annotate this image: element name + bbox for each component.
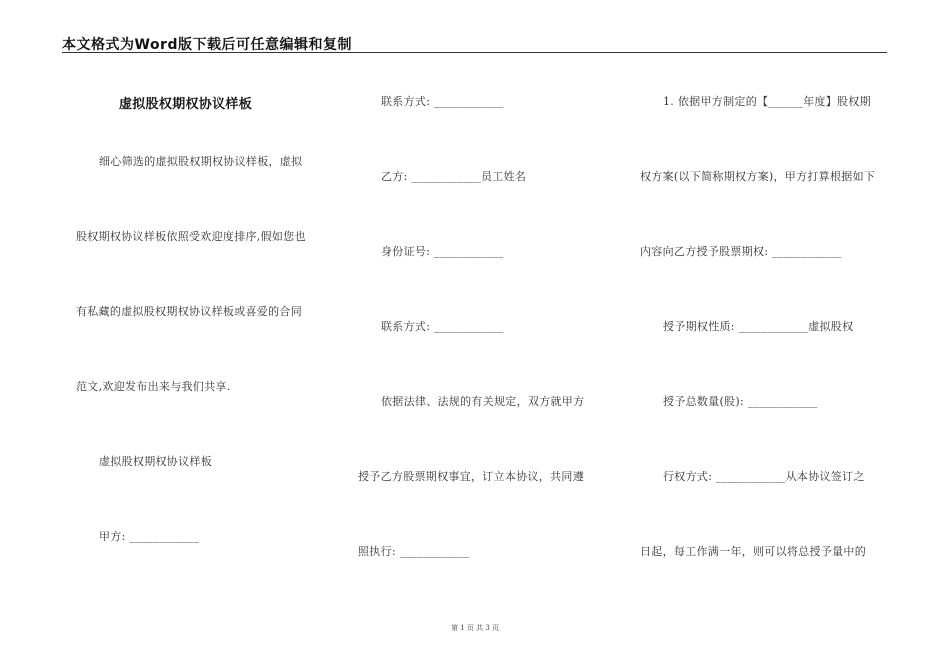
clause-line: 1. 依据甲方制定的【______年度】股权期 (663, 95, 871, 108)
page-footer: 第 1 页 共 3 页 (450, 624, 500, 632)
document-header: 本文格式为Word版下载后可任意编辑和复制 (62, 37, 352, 53)
paragraph-line: 有私藏的虚拟股权期权协议样板或喜爱的合同 (76, 305, 302, 318)
contact-field: 联系方式: ____________ (381, 95, 504, 108)
paragraph-line: 范文,欢迎发布出来与我们共享. (76, 380, 231, 393)
paragraph-line: 权方案(以下简称期权方案)，甲方打算根据如下 (640, 170, 876, 183)
paragraph-line: 授予乙方股票期权事宜，订立本协议，共同遵 (358, 470, 584, 483)
exercise-method-field: 行权方式: ____________从本协议签订之 (663, 470, 865, 483)
paragraph-line: 细心筛选的虚拟股权期权协议样板，虚拟 (99, 155, 303, 168)
paragraph-line: 依据法律、法规的有关规定，双方就甲方 (381, 395, 585, 408)
subtitle: 虚拟股权期权协议样板 (99, 455, 212, 468)
paragraph-line: 日起，每工作满一年，则可以将总授予量中的 (640, 545, 866, 558)
document-title: 虚拟股权期权协议样板 (119, 97, 253, 112)
paragraph-line: 照执行: ____________ (358, 545, 470, 558)
option-type-field: 授予期权性质: ____________虚拟股权 (663, 320, 854, 333)
header-divider (62, 52, 887, 53)
id-number-field: 身份证号: ____________ (381, 245, 504, 258)
party-a-field: 甲方: ____________ (99, 530, 200, 543)
contact-field: 联系方式: ____________ (381, 320, 504, 333)
total-quantity-field: 授予总数量(股): ____________ (663, 395, 818, 408)
paragraph-line: 股权期权协议样板依照受欢迎度排序,假如您也 (76, 230, 306, 243)
party-b-field: 乙方: ____________员工姓名 (381, 170, 527, 183)
paragraph-line: 内容向乙方授予股票期权: ____________ (640, 245, 842, 258)
